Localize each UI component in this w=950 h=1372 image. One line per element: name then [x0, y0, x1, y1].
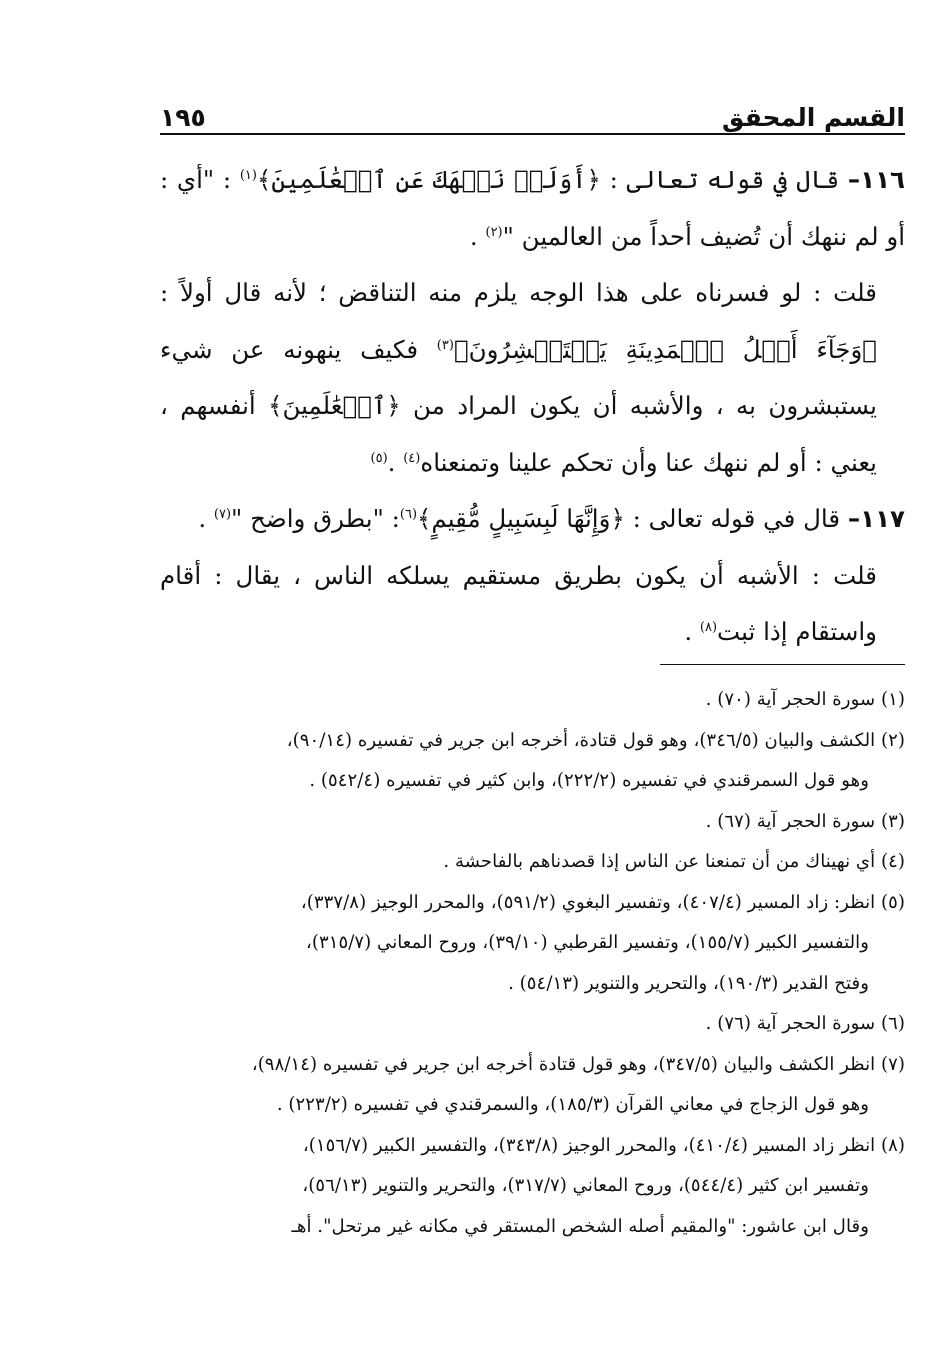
paragraph-text: فكيف ينهونه عن شيء يستبشرون به ، والأشبه أن يكون المراد من ﴿ٱلۡعَٰلَمِينَ﴾ أنفسهم ، يعني : أو لم ننهك عنا وأن تحكم علينا وتمنعناه — [160, 334, 877, 477]
footnote-ref[interactable]: (٥) — [370, 450, 388, 466]
paragraph-text: قال في قوله تعالى : ﴿أَوَلَمۡ نَنۡهَكَ عَنِ ٱلۡعَٰلَمِينَ﴾ — [256, 165, 840, 194]
footnote-4: (٤) أي نهيناك من أن تمنعنا عن الناس إذا قصدناهم بالفاحشة . — [443, 851, 905, 872]
paragraph-117 — [160, 491, 905, 548]
item-number: ١١٧– — [847, 504, 905, 533]
paragraph-text: . — [198, 504, 214, 533]
footnote-ref[interactable]: (٧) — [213, 506, 232, 522]
paragraph-text: : "بطرق واضح " — [231, 504, 400, 533]
footnote-2-continued: وهو قول السمرقندي في تفسيره (٢٢٢/٢)، وابن كثير في تفسيره (٥٤٢/٤) . — [309, 770, 869, 791]
page-number: ١٩٥ — [160, 103, 206, 132]
footnote-6: (٦) سورة الحجر آية (٧٦) . — [705, 1013, 905, 1034]
paragraph-text: قلت : الأشبه أن يكون بطريق مستقيم يسلكه الناس ، يقال : أقام واستقام إذا ثبت — [160, 560, 877, 646]
item-number: ١١٦– — [847, 165, 905, 194]
footnote-ref[interactable]: (٣) — [436, 337, 454, 353]
footnote-1: (١) سورة الحجر آية (٧٠) . — [705, 689, 905, 710]
footnote-5-continued: والتفسير الكبير (١٥٥/٧)، وتفسير القرطبي (٣٩/١٠)، وروح المعاني (٣١٥/٧)، — [306, 932, 869, 953]
footnote-5-continued: وفتح القدير (١٩٠/٣)، والتحرير والتنوير (٥٤/١٣) . — [508, 972, 869, 994]
footnotes — [160, 680, 905, 1247]
paragraph-text: قلت : لو فسرناه على هذا الوجه يلزم منه التناقض ؛ لأنه قال أولاً : ﴿وَجَآءَ أَهۡلُ ٱلۡمَدِينَةِ يَسۡتَبۡشِرُونَ﴾ — [160, 278, 877, 364]
footnote-5: (٥) انظر: زاد المسير (٤٠٧/٤)، وتفسير البغوي (٥٩١/٢)، والمحرر الوجيز (٣٣٧/٨)، — [300, 891, 905, 913]
footnote-8-continued: وقال ابن عاشور: "والمقيم أصله الشخص المستقر في مكانه غير مرتحل". أهـ — [291, 1215, 869, 1237]
paragraph-comment-116 — [160, 265, 905, 491]
footnote-ref[interactable]: (١) — [239, 167, 257, 183]
footnote-3: (٣) سورة الحجر آية (٦٧) . — [705, 810, 905, 832]
footnote-8: (٨) انظر زاد المسير (٤١٠/٤)، والمحرر الوجيز (٣٤٣/٨)، والتفسير الكبير (١٥٦/٧)، — [302, 1134, 905, 1156]
footnote-ref[interactable]: (٢) — [485, 224, 503, 240]
paragraph-text: . — [684, 617, 700, 646]
footnote-2: (٢) الكشف والبيان (٣٤٦/٥)، وهو قول قتادة، أخرجه ابن جرير في تفسيره (٩٠/١٤)، — [286, 729, 905, 751]
paragraph-text: . — [469, 221, 486, 251]
footnote-7: (٧) انظر الكشف والبيان (٣٤٧/٥)، وهو قول قتادة أخرجه ابن جرير في تفسيره (٩٨/١٤)، — [251, 1053, 905, 1075]
page-header — [160, 92, 905, 132]
footnote-ref[interactable]: (٤) — [403, 450, 421, 466]
paragraph-text: قال في قوله تعالى : ﴿وَإِنَّهَا لَبِسَبِيلٍ مُّقِيمٍ﴾ — [417, 504, 841, 533]
header-rule — [160, 133, 905, 135]
footnote-7-continued: وهو قول الزجاج في معاني القرآن (١٨٥/٣)، والسمرقندي في تفسيره (٢٢٣/٢) . — [276, 1094, 869, 1115]
footnote-ref[interactable]: (٦) — [399, 506, 418, 522]
footnote-8-continued: وتفسير ابن كثير (٥٤٤/٤)، وروح المعاني (٣١٧/٧)، والتحرير والتنوير (٥٦/١٣)، — [302, 1175, 869, 1196]
footnote-ref[interactable]: (٨) — [699, 619, 718, 635]
paragraph-text: : "أي : أو لم ننهك أن تُضيف أحداً من العالمين " — [160, 165, 905, 251]
paragraph-text: . — [387, 447, 404, 477]
footnote-separator — [660, 664, 905, 665]
running-title: القسم المحقق — [722, 103, 905, 132]
paragraph-comment-117 — [160, 548, 905, 661]
paragraph-116 — [160, 152, 905, 265]
main-text — [160, 152, 905, 661]
